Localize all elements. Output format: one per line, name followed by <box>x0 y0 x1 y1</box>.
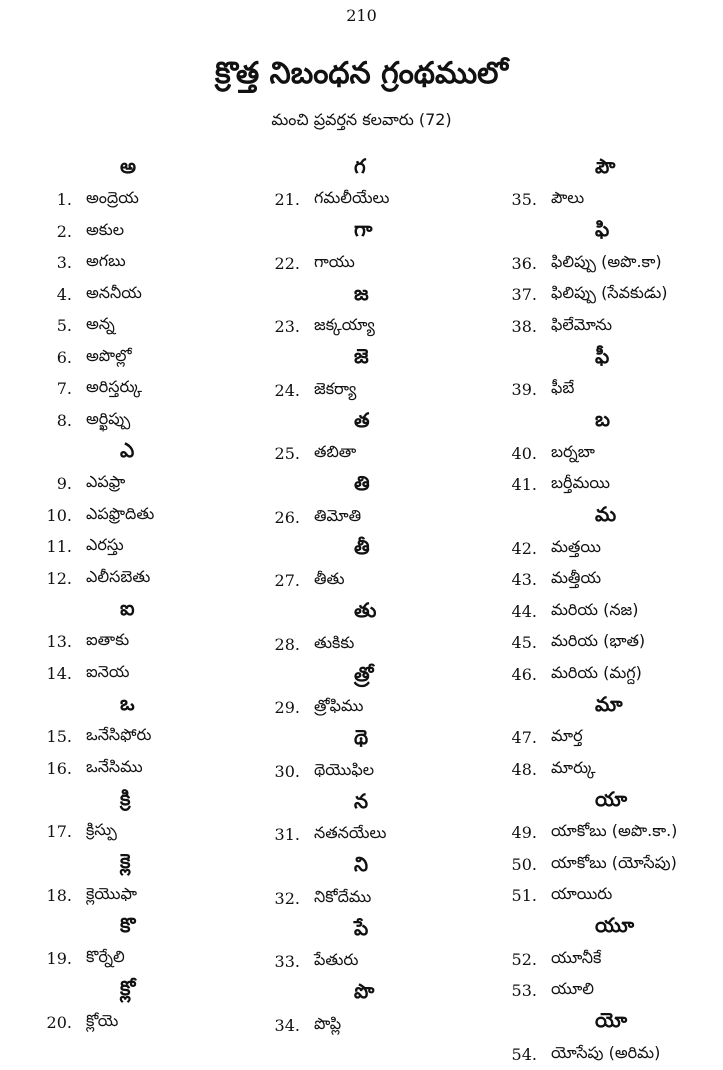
entry-number: 33. <box>268 952 300 971</box>
entry-number: 18. <box>28 886 72 905</box>
letter-heading: ఫి <box>505 216 723 248</box>
name-entry <box>505 880 723 912</box>
entry-name: యాకోబు (యోసేపు) <box>551 853 677 876</box>
entry-name: కొర్నేలి <box>86 947 125 970</box>
name-entry <box>268 629 508 661</box>
entry-name: పౌలు <box>551 188 584 211</box>
letter-heading: బ <box>505 406 723 438</box>
entry-number: 34. <box>268 1016 300 1035</box>
letter-heading: న <box>268 787 508 819</box>
entry-number: 15. <box>28 727 72 746</box>
entry-number: 41. <box>505 475 537 494</box>
entry-number: 24. <box>268 381 300 400</box>
letter-heading: గా <box>268 216 508 248</box>
letter-heading: గ <box>268 152 508 184</box>
entry-name: మార్కు <box>551 758 596 781</box>
entry-name: తిమోతి <box>314 506 361 529</box>
entry-number: 25. <box>268 444 300 463</box>
entry-number: 43. <box>505 570 537 589</box>
name-entry <box>28 342 268 374</box>
letter-heading: తు <box>268 597 508 629</box>
name-entry <box>505 564 723 596</box>
letter-heading: పే <box>268 914 508 946</box>
name-entry <box>28 184 268 216</box>
name-entry <box>268 375 508 407</box>
entry-number: 47. <box>505 728 537 747</box>
entry-name: ఎపఫ్రా <box>86 472 125 495</box>
letter-heading: క్లో <box>28 975 268 1007</box>
letter-heading: కొ <box>28 911 268 943</box>
entry-name: మత్తీయ <box>551 568 601 591</box>
name-entry <box>28 563 268 595</box>
name-entry <box>28 405 268 437</box>
name-entry <box>268 756 508 788</box>
name-entry <box>505 596 723 628</box>
name-entry <box>268 819 508 851</box>
name-column-2 <box>268 152 508 1041</box>
entry-name: జెకర్యా <box>314 379 356 402</box>
entry-number: 10. <box>28 506 72 525</box>
entry-number: 13. <box>28 632 72 651</box>
entry-name: గాయు <box>314 252 355 275</box>
entry-number: 5. <box>28 316 72 335</box>
name-entry <box>505 722 723 754</box>
entry-number: 40. <box>505 444 537 463</box>
letter-heading: క్లె <box>28 848 268 880</box>
name-entry <box>28 721 268 753</box>
name-entry <box>28 531 268 563</box>
entry-name: తీతు <box>314 569 345 592</box>
entry-name: అననీయ <box>86 283 142 306</box>
name-entry <box>28 658 268 690</box>
entry-name: ఐనెయ <box>86 662 129 685</box>
letter-heading: ఎ <box>28 436 268 468</box>
entry-name: ఫీబే <box>551 378 574 401</box>
entry-name: అగబు <box>86 251 126 274</box>
letter-heading: యా <box>505 785 723 817</box>
entry-number: 39. <box>505 380 537 399</box>
entry-name: పేతురు <box>314 950 358 973</box>
entry-name: మరియ (భాత) <box>551 631 645 654</box>
entry-name: థెయొఫిల <box>314 760 374 783</box>
name-entry <box>505 533 723 565</box>
entry-name: బర్తీమయి <box>551 473 610 496</box>
name-column-1 <box>28 152 268 1038</box>
letter-heading: జె <box>268 343 508 375</box>
name-entry <box>505 975 723 1007</box>
name-entry <box>28 753 268 785</box>
entry-number: 19. <box>28 949 72 968</box>
entry-number: 21. <box>268 190 300 209</box>
letter-heading: జ <box>268 279 508 311</box>
entry-name: ఫిలిప్పు (అపొ.కా) <box>551 252 662 275</box>
name-entry <box>268 883 508 915</box>
entry-name: మార్త <box>551 726 583 749</box>
entry-name: అకుల <box>86 220 124 243</box>
page-subtitle: మంచి ప్రవర్తన కలవారు (72) <box>0 110 723 133</box>
entry-number: 2. <box>28 222 72 241</box>
entry-number: 26. <box>268 508 300 527</box>
entry-name: మత్తయి <box>551 537 601 560</box>
name-entry <box>505 438 723 470</box>
entry-number: 50. <box>505 855 537 874</box>
entry-name: ఒనేసిఫోరు <box>86 725 151 748</box>
letter-heading: అ <box>28 152 268 184</box>
letter-heading: తీ <box>268 533 508 565</box>
entry-number: 23. <box>268 317 300 336</box>
entry-number: 8. <box>28 411 72 430</box>
entry-number: 11. <box>28 537 72 556</box>
entry-name: యూలి <box>551 979 594 1002</box>
name-entry <box>28 279 268 311</box>
name-entry <box>28 943 268 975</box>
name-entry <box>268 248 508 280</box>
name-entry <box>268 311 508 343</box>
entry-name: మరియ (మగ్ద) <box>551 663 642 686</box>
entry-number: 6. <box>28 348 72 367</box>
entry-name: జక్కయ్యా <box>314 315 375 338</box>
name-entry <box>505 754 723 786</box>
letter-heading: ఫీ <box>505 342 723 374</box>
entry-name: అంద్రెయ <box>86 188 139 211</box>
name-column-3 <box>505 152 723 1070</box>
entry-name: మరియ (నజ) <box>551 600 639 623</box>
entry-name: యాయిరు <box>551 884 612 907</box>
entry-name: క్రిస్పు <box>86 820 117 843</box>
name-entry <box>505 469 723 501</box>
entry-number: 32. <box>268 889 300 908</box>
letter-heading: యో <box>505 1007 723 1039</box>
name-entry <box>505 849 723 881</box>
name-entry <box>268 502 508 534</box>
entry-number: 36. <box>505 254 537 273</box>
name-entry <box>505 248 723 280</box>
entry-name: ఫిలిప్పు (సేవకుడు) <box>551 283 667 306</box>
entry-name: గమలీయేలు <box>314 188 389 211</box>
letter-heading: పొ <box>268 978 508 1010</box>
name-entry <box>28 216 268 248</box>
entry-name: క్లెయొఫా <box>86 884 137 907</box>
entry-number: 14. <box>28 664 72 683</box>
name-entry <box>505 627 723 659</box>
letter-heading: యూ <box>505 912 723 944</box>
letter-heading: ఐ <box>28 594 268 626</box>
name-entry <box>268 1010 508 1042</box>
name-entry <box>505 311 723 343</box>
entry-name: అరిస్తర్కు <box>86 377 142 400</box>
name-entry <box>505 659 723 691</box>
entry-number: 46. <box>505 665 537 684</box>
entry-number: 4. <box>28 285 72 304</box>
name-entry <box>28 816 268 848</box>
name-entry <box>268 692 508 724</box>
entry-number: 45. <box>505 633 537 652</box>
name-entry <box>505 944 723 976</box>
entry-name: తుకికు <box>314 633 354 656</box>
name-entry <box>505 279 723 311</box>
entry-number: 35. <box>505 190 537 209</box>
name-entry <box>505 1039 723 1070</box>
entry-number: 12. <box>28 569 72 588</box>
entry-number: 16. <box>28 759 72 778</box>
entry-name: క్లోయె <box>86 1011 118 1034</box>
name-entry <box>28 310 268 342</box>
letter-heading: మా <box>505 690 723 722</box>
entry-name: అపొల్లో <box>86 346 132 369</box>
name-entry <box>268 438 508 470</box>
letter-heading: ఒ <box>28 689 268 721</box>
entry-number: 38. <box>505 317 537 336</box>
entry-name: అన్న <box>86 314 115 337</box>
entry-number: 44. <box>505 602 537 621</box>
name-entry <box>28 247 268 279</box>
entry-number: 52. <box>505 950 537 969</box>
entry-number: 53. <box>505 981 537 1000</box>
entry-number: 49. <box>505 823 537 842</box>
entry-name: యోసేపు (అరిమ) <box>551 1043 660 1066</box>
entry-name: ఎరస్తు <box>86 535 124 558</box>
entry-name: నికోదేము <box>314 887 371 910</box>
entry-number: 48. <box>505 760 537 779</box>
name-entry <box>28 1007 268 1039</box>
name-entry <box>268 946 508 978</box>
entry-name: తబితా <box>314 442 356 465</box>
entry-number: 30. <box>268 762 300 781</box>
letter-heading: త <box>268 406 508 438</box>
entry-name: ఎపఫ్రొదితు <box>86 504 154 527</box>
name-entry <box>28 500 268 532</box>
letter-heading: తి <box>268 470 508 502</box>
entry-name: యాకోబు (అపొ.కా.) <box>551 821 677 844</box>
name-entry <box>28 880 268 912</box>
entry-name: ఫిలేమోను <box>551 315 612 338</box>
entry-number: 1. <box>28 190 72 209</box>
name-entry <box>28 373 268 405</box>
entry-number: 31. <box>268 825 300 844</box>
letter-heading: పౌ <box>505 152 723 184</box>
page-title: క్రొత్త నిబంధన గ్రంథములో <box>0 56 723 98</box>
entry-number: 3. <box>28 253 72 272</box>
entry-name: ఒనేసిము <box>86 757 143 780</box>
name-entry <box>28 468 268 500</box>
entry-name: యూనీకే <box>551 948 601 971</box>
letter-heading: థె <box>268 724 508 756</box>
entry-number: 54. <box>505 1045 537 1064</box>
entry-name: అర్ఖిప్పు <box>86 409 130 432</box>
letter-heading: మ <box>505 501 723 533</box>
entry-number: 20. <box>28 1013 72 1032</box>
entry-number: 29. <box>268 698 300 717</box>
name-entry <box>505 184 723 216</box>
entry-number: 37. <box>505 285 537 304</box>
entry-name: బర్నబా <box>551 442 595 465</box>
letter-heading: ని <box>268 851 508 883</box>
name-entry <box>28 626 268 658</box>
entry-number: 51. <box>505 886 537 905</box>
letter-heading: త్రో <box>268 660 508 692</box>
entry-number: 22. <box>268 254 300 273</box>
name-entry <box>505 817 723 849</box>
page-number: 210 <box>0 6 723 25</box>
entry-number: 28. <box>268 635 300 654</box>
entry-number: 17. <box>28 822 72 841</box>
name-entry <box>268 565 508 597</box>
name-entry <box>268 184 508 216</box>
entry-name: త్రోఫిము <box>314 696 363 719</box>
name-entry <box>505 374 723 406</box>
entry-number: 42. <box>505 539 537 558</box>
entry-number: 27. <box>268 571 300 590</box>
entry-name: ఐతాకు <box>86 630 129 653</box>
entry-name: నతనయేలు <box>314 823 386 846</box>
entry-number: 7. <box>28 379 72 398</box>
entry-name: పొప్లి <box>314 1014 341 1037</box>
entry-number: 9. <box>28 474 72 493</box>
letter-heading: క్రి <box>28 784 268 816</box>
entry-name: ఎలీసబెతు <box>86 567 150 590</box>
